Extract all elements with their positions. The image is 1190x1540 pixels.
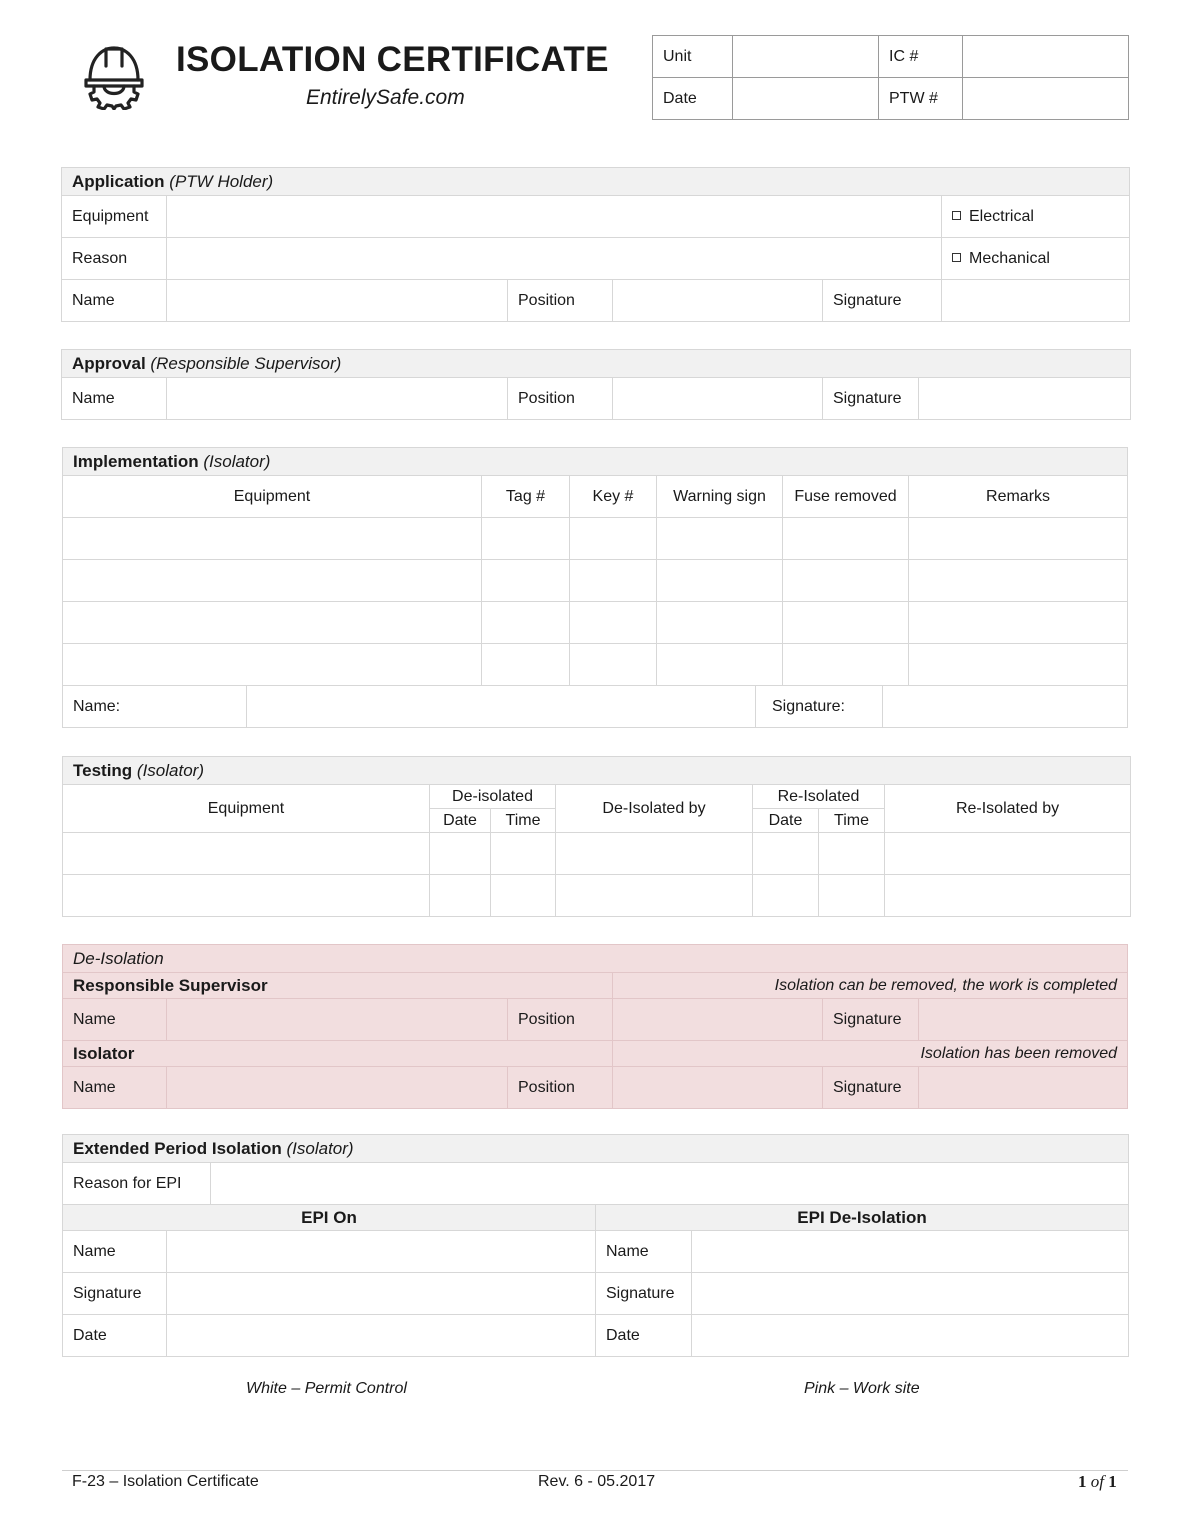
revision: Rev. 6 - 05.2017	[538, 1473, 656, 1490]
checkbox-icon[interactable]	[952, 211, 961, 220]
testing-header: Testing (Isolator)	[63, 757, 1131, 785]
signature-label: Signature	[823, 999, 919, 1041]
remarks-cell[interactable]	[909, 644, 1128, 686]
name-field[interactable]	[167, 1067, 508, 1109]
de-isolated-by-column-header: De-Isolated by	[556, 785, 753, 833]
column-header: Remarks	[909, 476, 1128, 518]
epi-on-signature-field[interactable]	[167, 1273, 596, 1315]
column-header: Fuse removed	[783, 476, 909, 518]
implementation-header: Implementation (Isolator)	[63, 448, 1128, 476]
name-label: Name	[63, 999, 167, 1041]
document-title: ISOLATION CERTIFICATE	[176, 40, 609, 79]
mechanical-checkbox[interactable]: Mechanical	[942, 238, 1130, 280]
name-label: Name	[596, 1231, 692, 1273]
unit-label: Unit	[653, 36, 733, 78]
name-field[interactable]	[167, 999, 508, 1041]
application-section	[61, 167, 1130, 322]
checkbox-icon[interactable]	[952, 253, 961, 262]
remarks-cell[interactable]	[909, 602, 1128, 644]
time-column-header: Time	[491, 809, 556, 833]
key-cell[interactable]	[570, 560, 657, 602]
equipment-cell[interactable]	[63, 518, 482, 560]
date-column-header: Date	[753, 809, 819, 833]
epi-reason-field[interactable]	[211, 1163, 1129, 1205]
name-label: Name	[63, 1231, 167, 1273]
ic-field[interactable]	[963, 36, 1129, 78]
key-cell[interactable]	[570, 518, 657, 560]
position-field[interactable]	[613, 999, 823, 1041]
date-label: Date	[63, 1315, 167, 1357]
date-field[interactable]	[733, 78, 879, 120]
column-header: Warning sign	[657, 476, 783, 518]
implementation-section	[62, 447, 1128, 728]
position-label: Position	[508, 378, 613, 420]
position-field[interactable]	[613, 1067, 823, 1109]
equipment-column-header: Equipment	[63, 785, 430, 833]
signature-label: Signature	[823, 280, 942, 322]
remarks-cell[interactable]	[909, 560, 1128, 602]
warning-sign-cell[interactable]	[657, 560, 783, 602]
isolator-heading: Isolator	[63, 1041, 613, 1067]
signature-field[interactable]	[919, 1067, 1128, 1109]
de-isolation-section	[62, 944, 1128, 1109]
epi-reason-label: Reason for EPI	[63, 1163, 211, 1205]
electrical-checkbox[interactable]: Electrical	[942, 196, 1130, 238]
epi-on-date-field[interactable]	[167, 1315, 596, 1357]
form-number: F-23 – Isolation Certificate	[72, 1473, 259, 1490]
epi-header: Extended Period Isolation (Isolator)	[63, 1135, 1129, 1163]
approval-section	[61, 349, 1131, 420]
de-isolated-column-header: De-isolated	[430, 785, 556, 809]
signature-field[interactable]	[942, 280, 1130, 322]
signature-label: Signature	[823, 1067, 919, 1109]
tag-cell[interactable]	[482, 602, 570, 644]
name-label: Name:	[63, 686, 247, 728]
position-label: Position	[508, 999, 613, 1041]
key-cell[interactable]	[570, 644, 657, 686]
position-label: Position	[508, 1067, 613, 1109]
signature-label: Signature:	[756, 686, 883, 728]
fuse-removed-cell[interactable]	[783, 518, 909, 560]
de-isolation-header: De-Isolation	[63, 945, 1128, 973]
page-number: 1 of 1	[1078, 1472, 1117, 1491]
epi-section	[62, 1134, 1129, 1357]
name-label: Name	[63, 1067, 167, 1109]
fuse-removed-cell[interactable]	[783, 602, 909, 644]
equipment-cell[interactable]	[63, 560, 482, 602]
position-field[interactable]	[613, 280, 823, 322]
ic-label: IC #	[879, 36, 963, 78]
header-info-table	[652, 35, 1129, 120]
reason-label: Reason	[62, 238, 167, 280]
column-header: Equipment	[63, 476, 482, 518]
warning-sign-cell[interactable]	[657, 518, 783, 560]
signature-field[interactable]	[919, 999, 1128, 1041]
document-subtitle: EntirelySafe.com	[306, 86, 465, 109]
ptw-field[interactable]	[963, 78, 1129, 120]
footer-divider	[62, 1470, 1128, 1471]
key-cell[interactable]	[570, 602, 657, 644]
position-field[interactable]	[613, 378, 823, 420]
name-field[interactable]	[167, 378, 508, 420]
warning-sign-cell[interactable]	[657, 644, 783, 686]
tag-cell[interactable]	[482, 644, 570, 686]
equipment-label: Equipment	[62, 196, 167, 238]
signature-field[interactable]	[919, 378, 1131, 420]
epi-off-name-field[interactable]	[692, 1231, 1129, 1273]
tag-cell[interactable]	[482, 560, 570, 602]
fuse-removed-cell[interactable]	[783, 560, 909, 602]
epi-off-signature-field[interactable]	[692, 1273, 1129, 1315]
column-header: Tag #	[482, 476, 570, 518]
name-label: Name	[62, 378, 167, 420]
signature-label: Signature	[63, 1273, 167, 1315]
table-row	[63, 518, 1128, 560]
name-label: Name	[62, 280, 167, 322]
date-label: Date	[653, 78, 733, 120]
supervisor-note: Isolation can be removed, the work is completed	[613, 973, 1128, 999]
time-column-header: Time	[819, 809, 885, 833]
reason-field[interactable]	[167, 238, 942, 280]
table-row	[63, 833, 1131, 875]
table-row	[63, 644, 1128, 686]
epi-on-name-field[interactable]	[167, 1231, 596, 1273]
equipment-cell[interactable]	[63, 644, 482, 686]
re-isolated-column-header: Re-Isolated	[753, 785, 885, 809]
tag-cell[interactable]	[482, 518, 570, 560]
table-row	[63, 875, 1131, 917]
pink-copy-note: Pink – Work site	[804, 1380, 920, 1397]
approval-header: Approval (Responsible Supervisor)	[62, 350, 1131, 378]
date-label: Date	[596, 1315, 692, 1357]
re-isolated-by-column-header: Re-Isolated by	[885, 785, 1131, 833]
epi-on-heading: EPI On	[63, 1205, 596, 1231]
epi-off-date-field[interactable]	[692, 1315, 1129, 1357]
application-header: Application (PTW Holder)	[62, 168, 1130, 196]
table-row	[63, 602, 1128, 644]
name-field[interactable]	[167, 280, 508, 322]
fuse-removed-cell[interactable]	[783, 644, 909, 686]
ptw-label: PTW #	[879, 78, 963, 120]
epi-de-isolation-heading: EPI De-Isolation	[596, 1205, 1129, 1231]
warning-sign-cell[interactable]	[657, 602, 783, 644]
remarks-cell[interactable]	[909, 518, 1128, 560]
supervisor-heading: Responsible Supervisor	[63, 973, 613, 999]
column-header: Key #	[570, 476, 657, 518]
equipment-field[interactable]	[167, 196, 942, 238]
white-copy-note: White – Permit Control	[246, 1380, 407, 1397]
name-field[interactable]	[247, 686, 756, 728]
isolator-note: Isolation has been removed	[613, 1041, 1128, 1067]
equipment-cell[interactable]	[63, 602, 482, 644]
date-column-header: Date	[430, 809, 491, 833]
signature-label: Signature	[596, 1273, 692, 1315]
signature-field[interactable]	[883, 686, 1128, 728]
hardhat-gear-icon	[82, 40, 146, 110]
unit-field[interactable]	[733, 36, 879, 78]
table-row	[63, 560, 1128, 602]
testing-section	[62, 756, 1131, 917]
signature-label: Signature	[823, 378, 919, 420]
position-label: Position	[508, 280, 613, 322]
